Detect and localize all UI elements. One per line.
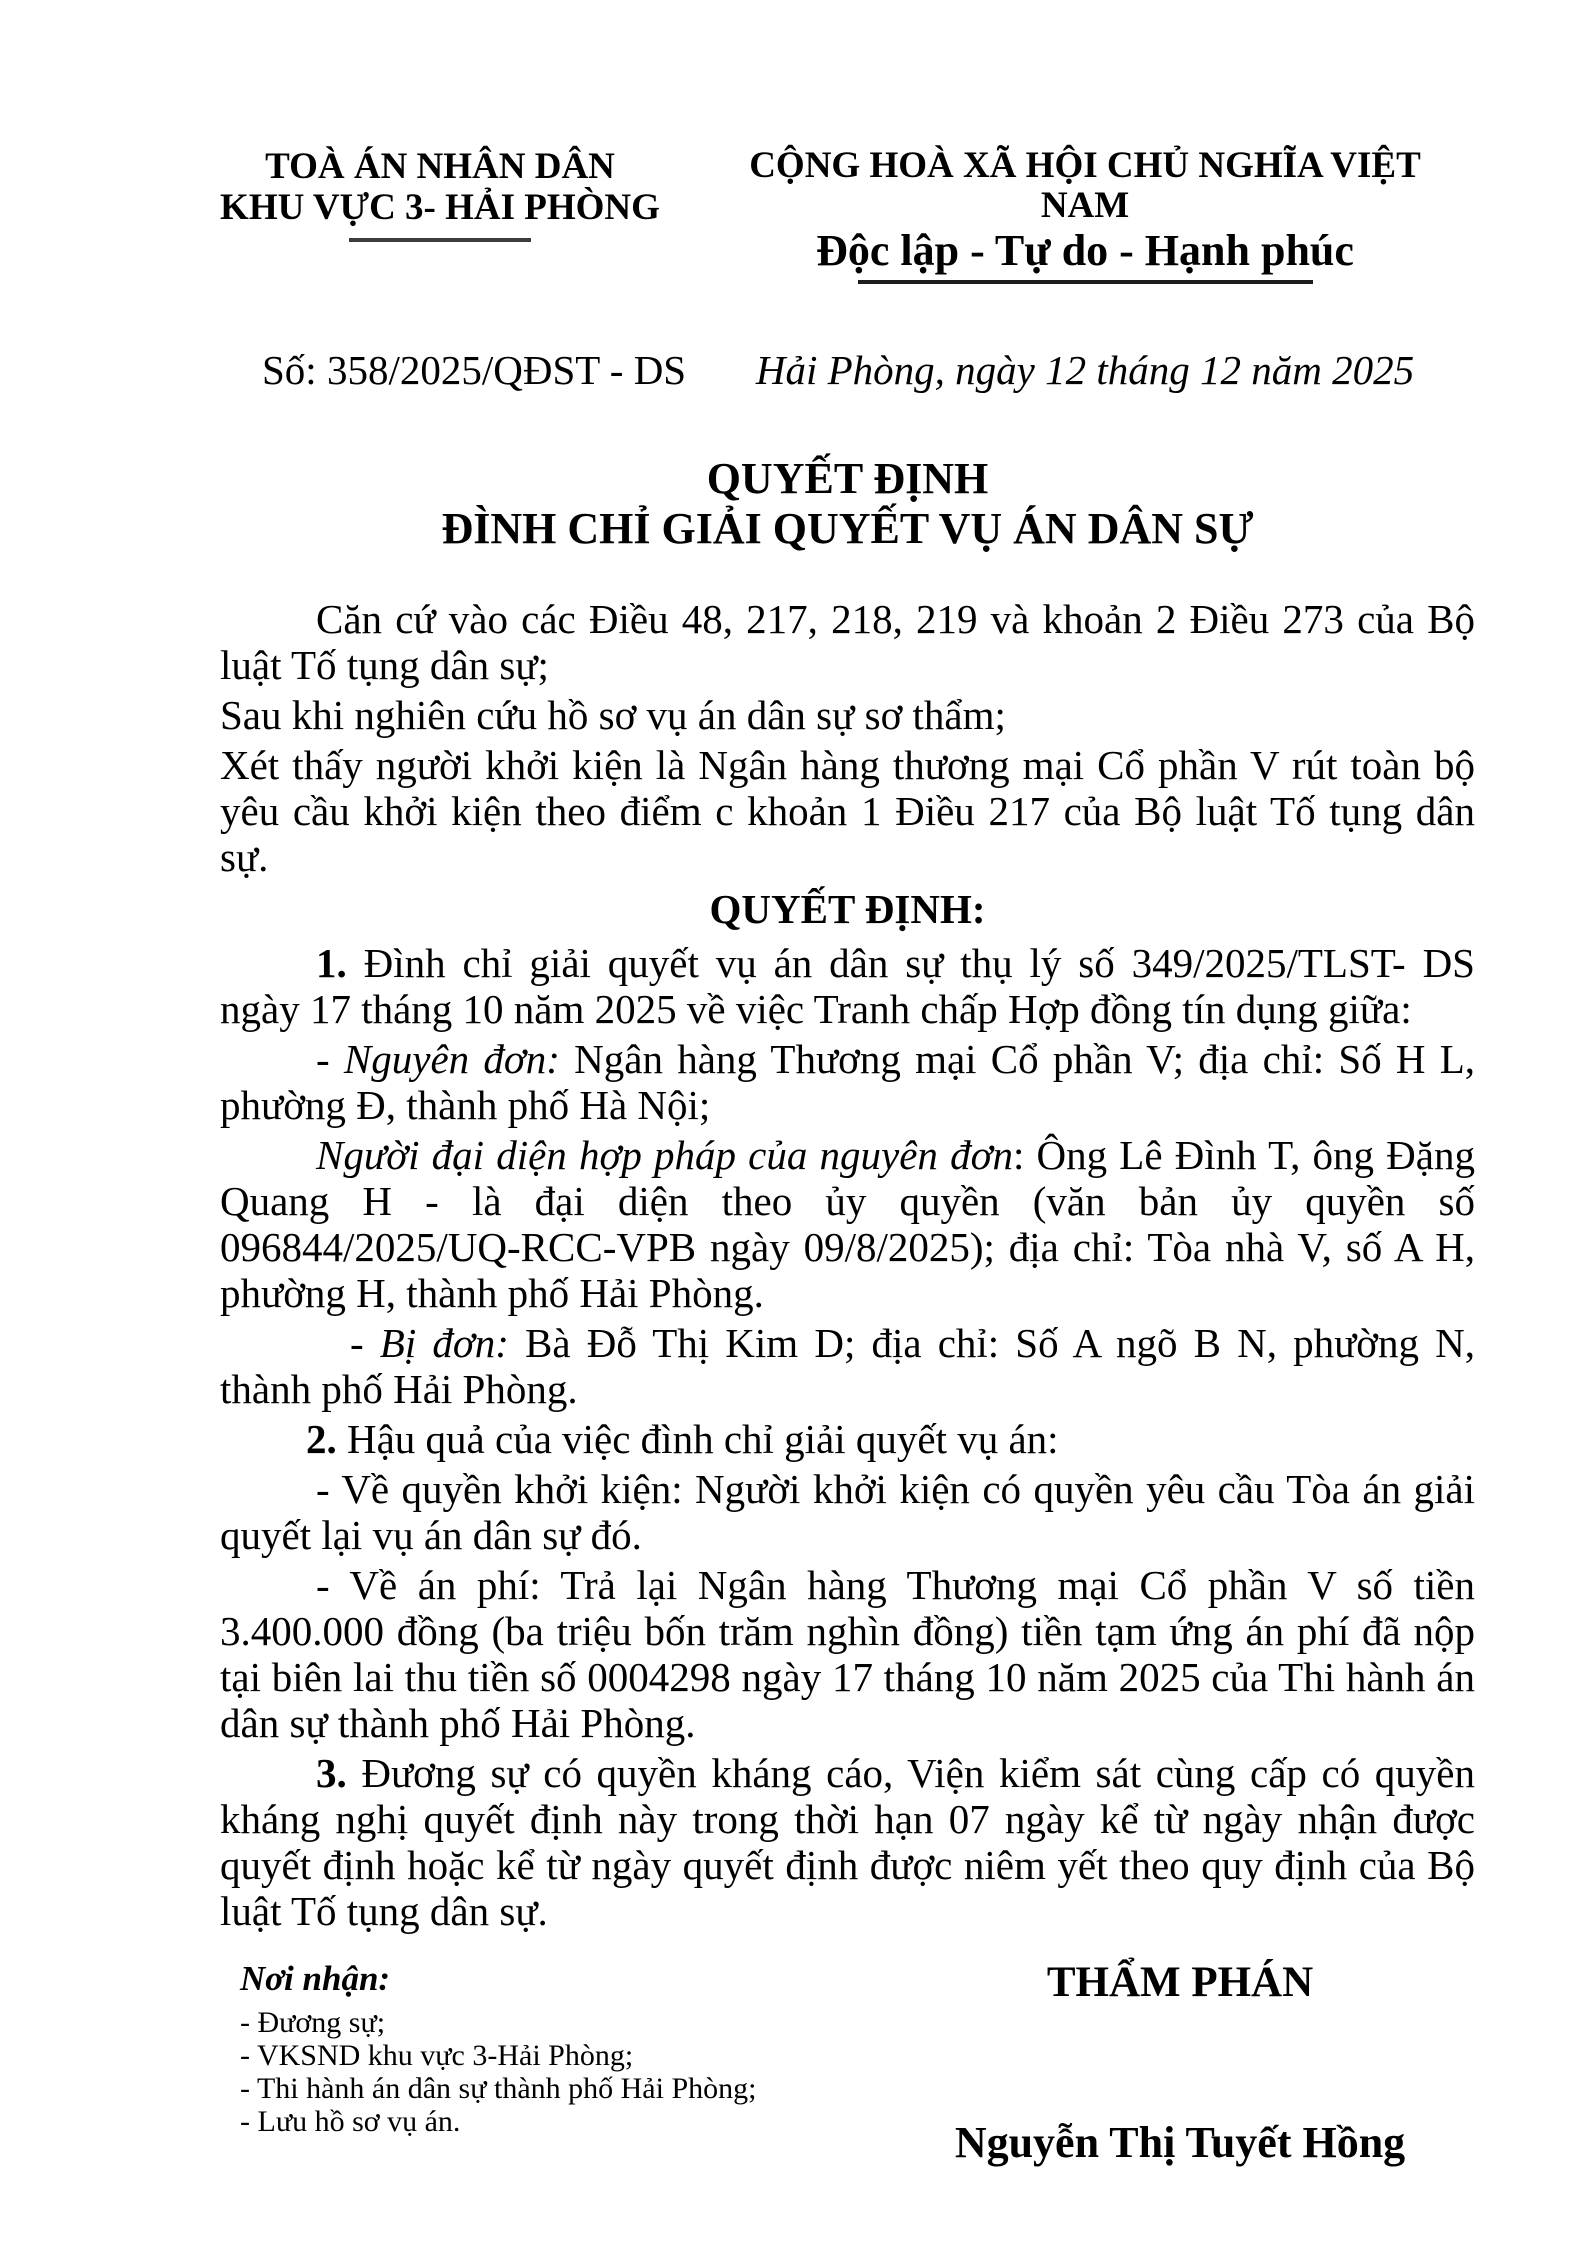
representative-paragraph bbox=[220, 1132, 1475, 1316]
place-and-date: Hải Phòng, ngày 12 tháng 12 năm 2025 bbox=[755, 347, 1415, 393]
recipients-list bbox=[240, 2006, 756, 2138]
national-motto-block bbox=[740, 146, 1430, 284]
defendant-paragraph bbox=[220, 1320, 1475, 1412]
preamble-paragraph-1: Căn cứ vào các Điều 48, 217, 218, 219 và khoản 2 Điều 273 của Bộ luật Tố tụng dân sự; bbox=[220, 596, 1475, 688]
article-2 bbox=[220, 1416, 1475, 1462]
article-2-court-fee: - Về án phí: Trả lại Ngân hàng Thương mại Cổ phần V số tiền 3.400.000 đồng (ba triệu bốn trăm nghìn đồng) tiền tạm ứng án phí đã nộp tại biên lai thu tiền số 0004298 ngày 17 tháng 10 năm 2025 của Thi hành án dân sự thành phố Hải Phòng. bbox=[220, 1562, 1475, 1746]
defendant-dash: - bbox=[350, 1320, 380, 1366]
article-1 bbox=[220, 940, 1475, 1032]
number-date-row bbox=[220, 346, 1475, 394]
plaintiff-dash: - bbox=[316, 1036, 344, 1082]
preamble-paragraph-3: Xét thấy người khởi kiện là Ngân hàng thương mại Cổ phần V rút toàn bộ yêu cầu khởi kiện theo điểm c khoản 1 Điều 217 của Bộ luật Tố tụng dân sự. bbox=[220, 742, 1475, 880]
article-2-number: 2. bbox=[306, 1416, 337, 1462]
defendant-text: Bà Đỗ Thị Kim D; địa chỉ: Số A ngõ B N, phường N, thành phố Hải Phòng. bbox=[220, 1320, 1475, 1412]
recipients-title: Nơi nhận: bbox=[240, 1959, 391, 1998]
article-2-text: Hậu quả của việc đình chỉ giải quyết vụ án: bbox=[336, 1416, 1059, 1462]
document-title bbox=[220, 454, 1475, 554]
recipient-item: - Lưu hồ sơ vụ án. bbox=[240, 2105, 461, 2138]
recipient-item: - VKSND khu vực 3-Hải Phòng; bbox=[240, 2039, 634, 2072]
national-motto: Độc lập - Tự do - Hạnh phúc bbox=[816, 226, 1354, 275]
article-1-text: Đình chỉ giải quyết vụ án dân sự thụ lý số 349/2025/TLST- DS ngày 17 tháng 10 năm 2025 về việc Tranh chấp Hợp đồng tín dụng giữa: bbox=[220, 940, 1475, 1032]
court-name-block bbox=[220, 146, 660, 284]
plaintiff-label: Nguyên đơn: bbox=[343, 1036, 560, 1082]
decision-heading: QUYẾT ĐỊNH: bbox=[709, 886, 986, 932]
recipients-block bbox=[240, 1960, 756, 2168]
plaintiff-text: Ngân hàng Thương mại Cổ phần V; địa chỉ: Số H L, phường Đ, thành phố Hà Nội; bbox=[220, 1036, 1476, 1128]
judge-title: THẨM PHÁN bbox=[1046, 1959, 1314, 2006]
document-number: Số: 358/2025/QĐST - DS bbox=[262, 347, 687, 393]
judge-signature-block bbox=[930, 1960, 1430, 2168]
article-1-number: 1. bbox=[316, 940, 347, 986]
defendant-label: Bị đơn: bbox=[379, 1320, 509, 1366]
court-name-divider bbox=[349, 238, 531, 242]
document-header bbox=[220, 0, 1475, 284]
national-title: CỘNG HOÀ XÃ HỘI CHỦ NGHĨA VIỆT NAM bbox=[749, 145, 1421, 226]
court-name-line1: TOÀ ÁN NHÂN DÂN bbox=[265, 146, 615, 187]
document-title-line2: ĐÌNH CHỈ GIẢI QUYẾT VỤ ÁN DÂN SỰ bbox=[441, 504, 1254, 553]
article-3 bbox=[220, 1750, 1475, 1934]
recipient-item: - Đương sự; bbox=[240, 2006, 386, 2039]
judge-name: Nguyễn Thị Tuyết Hồng bbox=[954, 2118, 1406, 2167]
representative-text: : Ông Lê Đình T, ông Đặng Quang H - là đại diện theo ủy quyền (văn bản ủy quyền số 096844/2025/UQ-RCC-VPB ngày 09/8/2025); địa chỉ: Tòa nhà V, số A H, phường H, thành phố Hải Phòng. bbox=[220, 1132, 1475, 1316]
recipient-item: - Thi hành án dân sự thành phố Hải Phòng; bbox=[240, 2072, 757, 2105]
national-motto-divider bbox=[858, 280, 1313, 284]
article-3-number: 3. bbox=[316, 1750, 347, 1796]
article-3-text: Đương sự có quyền kháng cáo, Viện kiểm sát cùng cấp có quyền kháng nghị quyết định này trong thời hạn 07 ngày kể từ ngày nhận được quyết định hoặc kể từ ngày quyết định được niêm yết theo quy định của Bộ luật Tố tụng dân sự. bbox=[220, 1750, 1475, 1934]
article-2-right-to-sue: - Về quyền khởi kiện: Người khởi kiện có quyền yêu cầu Tòa án giải quyết lại vụ án dân sự đó. bbox=[220, 1466, 1475, 1558]
preamble-paragraph-2: Sau khi nghiên cứu hồ sơ vụ án dân sự sơ thẩm; bbox=[220, 692, 1006, 738]
document-content bbox=[220, 0, 1475, 2168]
representative-label: Người đại diện hợp pháp của nguyên đơn bbox=[316, 1132, 1013, 1178]
document-footer bbox=[220, 1960, 1475, 2168]
plaintiff-paragraph bbox=[220, 1036, 1475, 1128]
document-title-line1: QUYẾT ĐỊNH bbox=[706, 454, 989, 503]
document-body bbox=[220, 596, 1475, 1934]
court-name-line2: KHU VỰC 3- HẢI PHÒNG bbox=[220, 187, 660, 228]
